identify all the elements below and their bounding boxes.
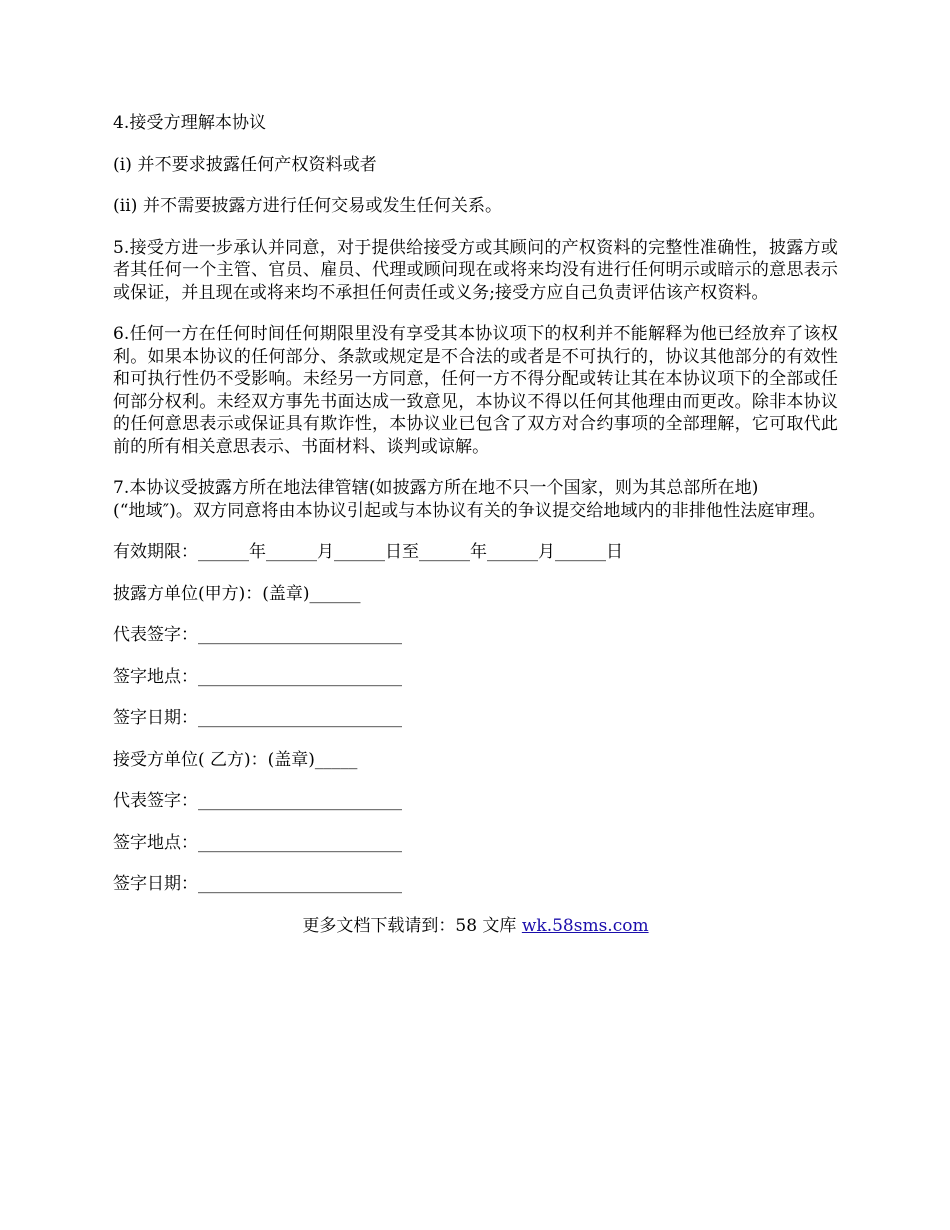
document-page [113, 112, 838, 937]
party-b-sign-date: 签字日期：________________________ [113, 874, 402, 894]
clause-4-ii: (ii) 并不需要披露方进行任何交易或发生任何关系。 [113, 196, 503, 216]
party-a-unit: 披露方单位(甲方)：(盖章)______ [113, 583, 361, 604]
party-b-sign-place: 签字地点：________________________ [113, 832, 402, 853]
clause-4-i: (i) 并不要求披露任何产权资料或者 [113, 154, 377, 175]
party-a-signature: 代表签字：________________________ [113, 625, 402, 645]
validity-period: 有效期限：______年______月______日至______年______月______日 [113, 542, 623, 562]
party-b-unit: 接受方单位( 乙方)：(盖章)_____ [113, 749, 358, 770]
footer-text: 更多文档下载请到：58 文库 [302, 915, 522, 936]
party-b-signature: 代表签字：________________________ [113, 791, 402, 811]
clause-7-line-1: 7.本协议受披露方所在地法律管辖(如披露方所在地不只一个国家，则为其总部所在地) [113, 478, 759, 498]
party-a-sign-place: 签字地点：________________________ [113, 666, 402, 687]
party-a-sign-date: 签字日期：________________________ [113, 708, 402, 728]
clause-7 [113, 477, 838, 522]
footer [113, 915, 838, 938]
footer-link[interactable]: wk.58sms.com [521, 915, 649, 936]
clause-4: 4.接受方理解本协议 [113, 113, 267, 133]
clause-6: 6.任何一方在任何时间任何期限里没有享受其本协议项下的权利并不能解释为他已经放弃了该权利。如果本协议的任何部分、条款或规定是不合法的或者是不可执行的，协议其他部分的有效性和可执行性仍不受影响。未经另一方同意，任何一方不得分配或转让其在本协议项下的全部或任何部分权利。未经双方事先书面达成一致意见，本协议不得以任何其他理由而更改。除非本协议的任何意思表示或保证具有欺诈性，本协议业已包含了双方对合约事项的全部理解，它可取代此前的所有相关意思表示、书面材料、谈判或谅解。 [113, 324, 838, 457]
clause-7-line-2: (“地域″)。双方同意将由本协议引起或与本协议有关的争议提交给地域内的非排他性法庭审理。 [113, 500, 826, 521]
clause-5: 5.接受方进一步承认并同意，对于提供给接受方或其顾问的产权资料的完整性准确性，披露方或者其任何一个主管、官员、雇员、代理或顾问现在或将来均没有进行任何明示或暗示的意思表示或保证，并且现在或将来均不承担任何责任或义务;接受方应自己负责评估该产权资料。 [113, 237, 838, 303]
